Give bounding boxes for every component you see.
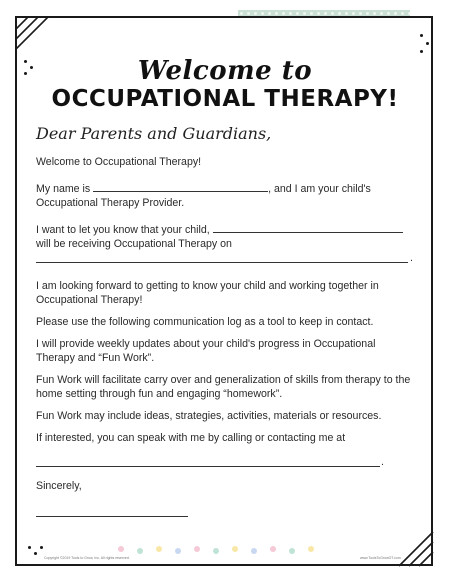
- looking-forward-paragraph: I am looking forward to getting to know your child and working together in Occupational Therapy!: [36, 280, 379, 306]
- corner-lines-bottom-right: [397, 530, 435, 568]
- title-welcome-to: Welcome to: [137, 56, 313, 86]
- confetti-dot: [137, 548, 143, 554]
- salutation: Dear Parents and Guardians,: [36, 124, 272, 143]
- ideas-paragraph: Fun Work may include ideas, strategies, activities, materials or resources.: [36, 410, 382, 422]
- confetti-dot: [232, 546, 238, 552]
- confetti-dot: [270, 546, 276, 552]
- confetti-dot: [308, 546, 314, 552]
- dot-decoration: [34, 552, 37, 555]
- confetti-dot: [118, 546, 124, 552]
- communication-log-paragraph: Please use the following communication log as a tool to keep in contact.: [36, 316, 374, 328]
- confetti-dot: [175, 548, 181, 554]
- sincerely: Sincerely,: [36, 480, 82, 492]
- contact-paragraph: If interested, you can speak with me by calling or contacting me at: [36, 432, 346, 444]
- child-name-blank: [213, 223, 403, 233]
- signature-blank-line: [36, 516, 188, 517]
- contact-blank-line: [36, 466, 380, 467]
- fun-work-paragraph: Fun Work will facilitate carry over and generalization of skills from therapy to the home setting through fun and engaging “homework”.: [36, 374, 411, 400]
- dot-decoration: [40, 546, 43, 549]
- name-prefix: My name is: [36, 183, 91, 195]
- footer-copyright: Copyright ©2019 Tools to Grow, Inc. All rights reserved.: [44, 556, 130, 560]
- contact-period: .: [381, 456, 384, 468]
- confetti-dot: [194, 546, 200, 552]
- name-paragraph: [36, 182, 416, 210]
- welcome-paragraph: Welcome to Occupational Therapy!: [36, 156, 202, 168]
- name-line-2: Occupational Therapy Provider.: [36, 196, 185, 209]
- dot-decoration: [420, 34, 423, 37]
- schedule-blank-line: [36, 262, 408, 263]
- provider-name-blank: [93, 182, 268, 192]
- confetti-dot: [251, 548, 257, 554]
- title-occupational-therapy: OCCUPATIONAL THERAPY!: [51, 86, 399, 112]
- child-prefix: I want to let you know that your child,: [36, 224, 210, 236]
- confetti-dot: [289, 548, 295, 554]
- dot-decoration: [426, 42, 429, 45]
- name-suffix: , and I am your child's: [268, 183, 371, 195]
- corner-lines-top-left: [15, 16, 55, 56]
- dot-decoration: [420, 50, 423, 53]
- footer-website: www.ToolsToGrowOT.com: [360, 556, 401, 560]
- child-line-2: will be receiving Occupational Therapy on: [36, 237, 232, 250]
- schedule-period: .: [410, 252, 413, 264]
- child-paragraph: [36, 223, 416, 251]
- confetti-dot: [213, 548, 219, 554]
- updates-paragraph: I will provide weekly updates about your child's progress in Occupational Therapy and “Fun Work”.: [36, 338, 376, 364]
- confetti-dot: [156, 546, 162, 552]
- dot-decoration: [28, 546, 31, 549]
